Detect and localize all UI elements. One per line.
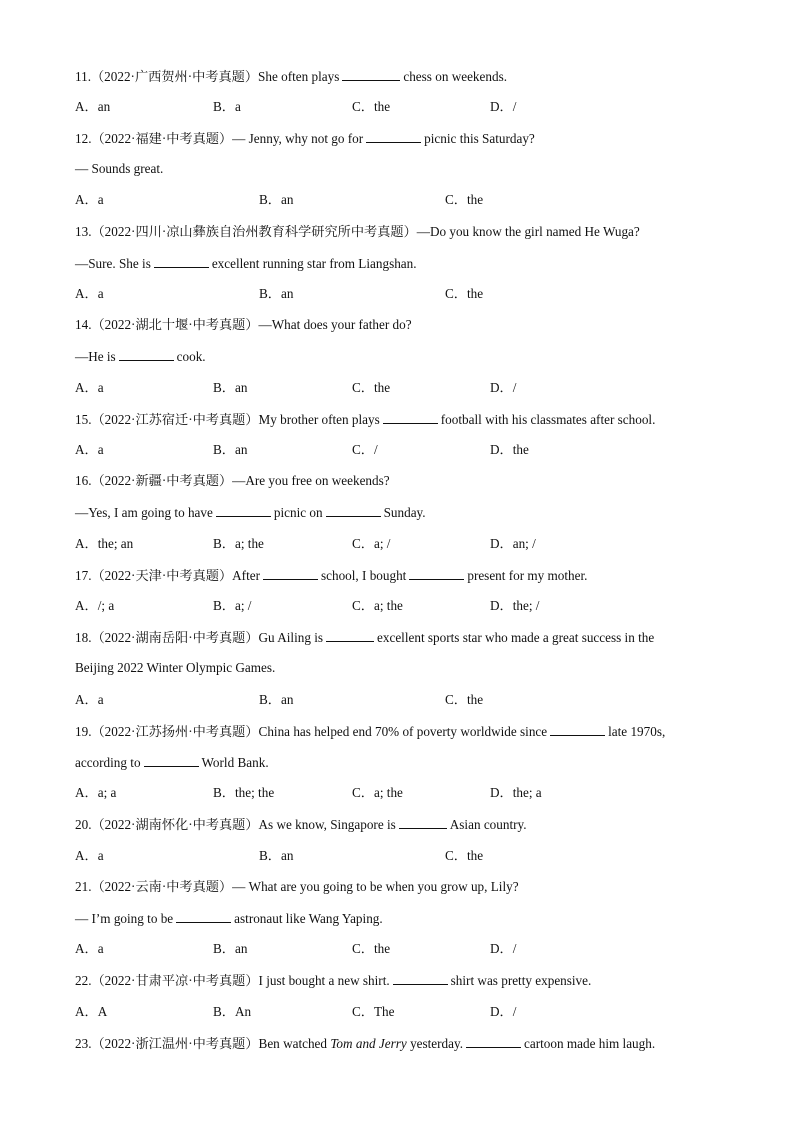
question-text: —Do you know the girl named He Wuga?	[416, 224, 640, 239]
option-c[interactable]: C．the	[352, 380, 391, 395]
option-b[interactable]: B．An	[213, 1004, 252, 1019]
question-22	[75, 972, 591, 989]
option-a[interactable]: A．a	[75, 692, 104, 707]
answer-blank[interactable]	[342, 68, 400, 81]
option-d[interactable]: D．/	[490, 380, 517, 395]
option-a[interactable]: A．a	[75, 442, 104, 457]
question-text: She often plays	[258, 69, 340, 84]
option-c[interactable]: C．the	[352, 99, 391, 114]
option-c[interactable]: C．the	[445, 848, 484, 863]
answer-blank[interactable]	[263, 567, 318, 580]
question-source: （2022·广西贺州·中考真题）	[91, 69, 259, 84]
option-b[interactable]: B．an	[259, 286, 294, 301]
question-number: 15.	[75, 412, 92, 427]
option-c[interactable]: C．a; /	[352, 536, 391, 551]
question-text: After	[232, 568, 260, 583]
question-number: 23.	[75, 1036, 92, 1051]
question-number: 12.	[75, 131, 92, 146]
dialogue-text: Sunday.	[383, 505, 426, 520]
question-text: China has helped end 70% of poverty worldwide since	[258, 724, 548, 739]
question-continuation: Beijing 2022 Winter Olympic Games.	[75, 660, 276, 675]
question-23	[75, 1035, 655, 1052]
dialogue-text: astronaut like Wang Yaping.	[234, 911, 383, 926]
answer-blank[interactable]	[399, 816, 447, 829]
question-15	[75, 411, 655, 428]
question-number: 14.	[75, 317, 92, 332]
dialogue-text: excellent running star from Liangshan.	[211, 256, 417, 271]
option-b[interactable]: B．an	[259, 192, 294, 207]
option-c[interactable]: C．a; the	[352, 598, 403, 613]
question-source: （2022·福建·中考真题）	[91, 131, 233, 146]
question-number: 21.	[75, 879, 92, 894]
title-italic: Tom and Jerry	[330, 1036, 407, 1051]
question-text: late 1970s,	[608, 724, 666, 739]
option-b[interactable]: B．an	[213, 442, 248, 457]
answer-blank[interactable]	[154, 255, 209, 268]
question-text: My brother often plays	[258, 412, 380, 427]
answer-blank[interactable]	[466, 1035, 521, 1048]
question-text: football with his classmates after school.	[440, 412, 656, 427]
answer-blank[interactable]	[409, 567, 464, 580]
option-d[interactable]: D．/	[490, 1004, 517, 1019]
dialogue-text: cook.	[176, 349, 206, 364]
option-d[interactable]: D．the; /	[490, 598, 540, 613]
question-text: present for my mother.	[467, 568, 588, 583]
dialogue-text: picnic on	[273, 505, 323, 520]
question-number: 20.	[75, 817, 92, 832]
question-source: （2022·四川·凉山彝族自治州教育科学研究所中考真题）	[91, 224, 417, 239]
dialogue-text: —Yes, I am going to have	[75, 505, 213, 520]
question-text: picnic this Saturday?	[424, 131, 535, 146]
question-text: cartoon made him laugh.	[524, 1036, 656, 1051]
question-number: 18.	[75, 630, 92, 645]
question-source: （2022·江苏宿迁·中考真题）	[91, 412, 259, 427]
question-text: World Bank.	[201, 755, 269, 770]
option-d[interactable]: D．the; a	[490, 785, 542, 800]
option-a[interactable]: A．a	[75, 848, 104, 863]
option-a[interactable]: A．A	[75, 1004, 108, 1019]
question-number: 11.	[75, 69, 91, 84]
option-c[interactable]: C．/	[352, 442, 378, 457]
question-text: — What are you going to be when you grow up, Lily?	[232, 879, 519, 894]
option-b[interactable]: B．an	[259, 848, 294, 863]
question-text: Ben watched	[258, 1036, 328, 1051]
option-a[interactable]: A．a	[75, 941, 104, 956]
question-18	[75, 629, 654, 646]
question-source: （2022·湖南怀化·中考真题）	[91, 817, 259, 832]
question-13	[75, 224, 640, 240]
question-text: As we know, Singapore is	[258, 817, 396, 832]
answer-blank[interactable]	[366, 130, 421, 143]
question-text: school, I bought	[320, 568, 407, 583]
option-a[interactable]: A．an	[75, 99, 111, 114]
option-c[interactable]: C．the	[445, 192, 484, 207]
question-number: 16.	[75, 473, 92, 488]
option-a[interactable]: A．the; an	[75, 536, 134, 551]
dialogue-line	[75, 255, 417, 272]
question-source: （2022·甘肃平凉·中考真题）	[91, 973, 259, 988]
question-continuation	[75, 754, 269, 771]
question-text: —Are you free on weekends?	[232, 473, 390, 488]
option-b[interactable]: B．a	[213, 99, 241, 114]
answer-blank[interactable]	[216, 504, 271, 517]
question-text: shirt was pretty expensive.	[450, 973, 592, 988]
answer-blank[interactable]	[144, 754, 199, 767]
option-d[interactable]: D．/	[490, 99, 517, 114]
dialogue-line	[75, 504, 426, 521]
question-source: （2022·新疆·中考真题）	[91, 473, 233, 488]
option-a[interactable]: A．a	[75, 286, 104, 301]
question-text: chess on weekends.	[403, 69, 507, 84]
option-c[interactable]: C．the	[445, 286, 484, 301]
question-19	[75, 723, 665, 740]
dialogue-line: — Sounds great.	[75, 161, 164, 176]
dialogue-text: — I’m going to be	[75, 911, 174, 926]
question-11	[75, 68, 507, 85]
question-source: （2022·浙江温州·中考真题）	[91, 1036, 259, 1051]
option-b[interactable]: B．an	[213, 941, 248, 956]
answer-blank[interactable]	[393, 972, 448, 985]
answer-blank[interactable]	[383, 411, 438, 424]
option-d[interactable]: D．an; /	[490, 536, 536, 551]
dialogue-line	[75, 910, 383, 927]
question-12	[75, 130, 535, 147]
answer-blank[interactable]	[119, 348, 174, 361]
question-text: I just bought a new shirt.	[258, 973, 390, 988]
answer-blank[interactable]	[326, 504, 381, 517]
question-20	[75, 816, 527, 833]
question-source: （2022·天津·中考真题）	[91, 568, 233, 583]
option-b[interactable]: B．a; the	[213, 536, 264, 551]
question-14	[75, 317, 412, 333]
question-text: Asian country.	[449, 817, 527, 832]
question-number: 17.	[75, 568, 92, 583]
question-text: — Jenny, why not go for	[232, 131, 364, 146]
option-d[interactable]: D．/	[490, 941, 517, 956]
option-a[interactable]: A．a	[75, 380, 104, 395]
question-source: （2022·湖北十堰·中考真题）	[91, 317, 259, 332]
question-text: Gu Ailing is	[258, 630, 324, 645]
question-number: 19.	[75, 724, 92, 739]
question-number: 22.	[75, 973, 92, 988]
question-text: —What does your father do?	[258, 317, 412, 332]
option-a[interactable]: A．a	[75, 192, 104, 207]
option-b[interactable]: B．an	[259, 692, 294, 707]
dialogue-text: —He is	[75, 349, 116, 364]
question-source: （2022·云南·中考真题）	[91, 879, 233, 894]
question-text: yesterday.	[410, 1036, 464, 1051]
option-a[interactable]: A．a; a	[75, 785, 117, 800]
option-c[interactable]: C．a; the	[352, 785, 403, 800]
question-source: （2022·江苏扬州·中考真题）	[91, 724, 259, 739]
dialogue-line	[75, 348, 206, 365]
option-d[interactable]: D．the	[490, 442, 529, 457]
question-text: according to	[75, 755, 141, 770]
answer-blank[interactable]	[550, 723, 605, 736]
option-a[interactable]: A．/; a	[75, 598, 115, 613]
question-21	[75, 879, 519, 895]
dialogue-text: —Sure. She is	[75, 256, 151, 271]
option-b[interactable]: B．the; the	[213, 785, 275, 800]
option-c[interactable]: C．the	[445, 692, 484, 707]
option-b[interactable]: B．an	[213, 380, 248, 395]
question-source: （2022·湖南岳阳·中考真题）	[91, 630, 259, 645]
question-16	[75, 473, 390, 489]
answer-blank[interactable]	[176, 910, 231, 923]
option-c[interactable]: C．The	[352, 1004, 395, 1019]
question-number: 13.	[75, 224, 92, 239]
question-17	[75, 567, 587, 584]
option-b[interactable]: B．a; /	[213, 598, 252, 613]
answer-blank[interactable]	[326, 629, 374, 642]
question-text: excellent sports star who made a great success in the	[377, 630, 655, 645]
option-c[interactable]: C．the	[352, 941, 391, 956]
